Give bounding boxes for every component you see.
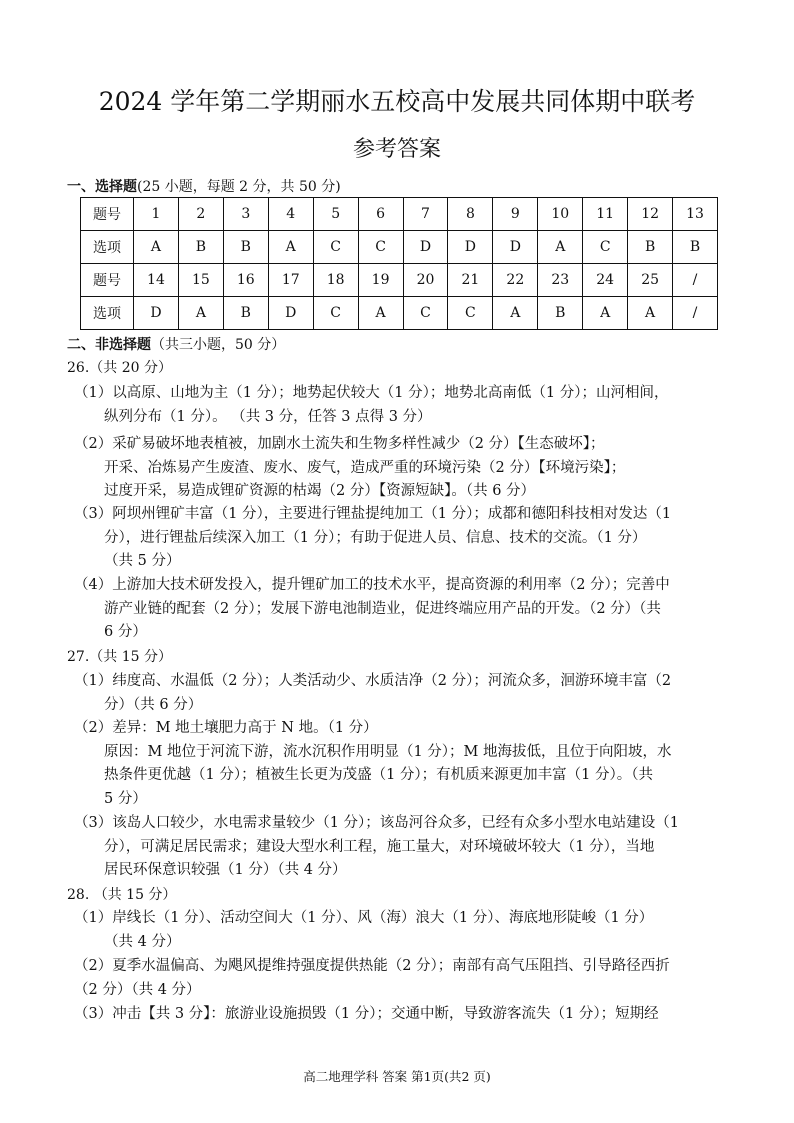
table-cell: D [268,297,313,330]
answer-table [80,197,718,330]
q28-heading: 28. （共 15 分） [67,887,177,903]
row-label: 题号 [81,264,134,297]
table-cell: 18 [313,264,358,297]
q27-part3: （3）该岛人口较少，水电需求量较少（1 分）；该岛河谷众多，已经有众多小型水电站建设（1 分），可满足居民需求；建设大型水利工程，施工量大，对环境破坏较大（1 分），当地 居民环保意识较强（1 分）（共 4 分） [74,815,680,878]
table-cell: B [628,231,673,264]
table-cell: 23 [538,264,583,297]
table-cell: 14 [134,264,179,297]
q28-part2: （2）夏季水温偏高、为飓风提维持强度提供热能（2 分）；南部有高气压阻挡、引导路径西折 （2 分）（共 4 分） [74,958,670,998]
table-cell: B [538,297,583,330]
table-cell: A [583,297,628,330]
table-cell: 8 [448,198,493,231]
table-cell: 12 [628,198,673,231]
table-row [81,231,718,264]
table-cell: 16 [223,264,268,297]
q27-part2: （2）差异：M 地土壤肥力高于 N 地。（1 分） 原因：M 地位于河流下游，流水沉积作用明显（1 分）；M 地海拔低，且位于向阳坡，水 热条件更优越（1 分）；植被生长更为茂盛（1 分）；有机质来源更加丰富（1 分）。（共 5 分） [74,720,672,807]
table-row [81,264,718,297]
q26-part2: （2）采矿易破坏地表植被，加剧水土流失和生物多样性减少（2 分）【生态破坏】； 开采、冶炼易产生废渣、废水、废气，造成严重的环境污染（2 分）【环境污染】； 过度开采，易造成锂矿资源的枯竭（2 分）【资源短缺】。（共 6 分） [74,436,626,499]
table-cell: 24 [583,264,628,297]
page-title: 2024 学年第二学期丽水五校高中发展共同体期中联考 [98,87,696,116]
table-cell: 22 [493,264,538,297]
table-cell: D [493,231,538,264]
section-choice-label: 一、选择题 [67,179,137,195]
table-cell: 5 [313,198,358,231]
table-cell: 25 [628,264,673,297]
table-cell: 15 [178,264,223,297]
row-label: 选项 [81,297,134,330]
table-cell: B [223,231,268,264]
row-label: 题号 [81,198,134,231]
section-open-heading [67,335,285,355]
table-cell: C [313,297,358,330]
table-cell: 21 [448,264,493,297]
table-cell: D [448,231,493,264]
table-cell: A [538,231,583,264]
table-cell: 1 [134,198,179,231]
table-row [81,198,718,231]
row-label: 选项 [81,231,134,264]
table-cell: C [403,297,448,330]
table-row [81,297,718,330]
table-cell: 7 [403,198,448,231]
table-cell: B [223,297,268,330]
q28-part3: （3）冲击【共 3 分】：旅游业设施损毁（1 分）；交通中断，导致游客流失（1 分）；短期经 [74,1006,659,1022]
table-cell: 11 [583,198,628,231]
table-cell: 10 [538,198,583,231]
table-cell: 20 [403,264,448,297]
table-cell: 19 [358,264,403,297]
table-cell: D [134,297,179,330]
table-cell: A [134,231,179,264]
table-cell: B [673,231,718,264]
section-choice-desc: (25 小题，每题 2 分，共 50 分) [137,179,341,195]
table-cell: A [493,297,538,330]
q26-part4: （4）上游加大技术研发投入，提升锂矿加工的技术水平，提高资源的利用率（2 分）；完善中 游产业链的配套（2 分）；发展下游电池制造业，促进终端应用产品的开发。（2 分）（共 6 分） [74,577,670,640]
table-cell: C [313,231,358,264]
table-cell: A [628,297,673,330]
table-cell: / [673,297,718,330]
table-cell: A [268,231,313,264]
table-cell: 9 [493,198,538,231]
table-cell: 2 [178,198,223,231]
q28-part1: （1）岸线长（1 分）、活动空间大（1 分）、风（海）浪大（1 分）、海底地形陡峻（1 分） （共 4 分） [74,910,654,950]
page-footer: 高二地理学科 答案 第1页(共2 页) [303,1069,491,1084]
table-cell: 17 [268,264,313,297]
q26-part3: （3）阿坝州锂矿丰富（1 分），主要进行锂盐提纯加工（1 分）；成都和德阳科技相对发达（1 分），进行锂盐后续深入加工（1 分）；有助于促进人员、信息、技术的交流。（1 分） （共 5 分） [74,506,672,569]
table-cell: 6 [358,198,403,231]
table-cell: C [583,231,628,264]
q26-part1: （1）以高原、山地为主（1 分）；地势起伏较大（1 分）；地势北高南低（1 分）；山河相间， 纵列分布（1 分）。 （共 3 分，任答 3 点得 3 分） [74,385,669,425]
section-choice-heading [67,177,341,197]
section-open-desc: （共三小题，50 分） [151,337,286,353]
table-cell: A [358,297,403,330]
table-cell: 3 [223,198,268,231]
section-open-label: 二、非选择题 [67,337,151,353]
table-cell: / [673,264,718,297]
q26-heading: 26.（共 20 分） [67,360,172,376]
table-cell: 13 [673,198,718,231]
table-cell: C [448,297,493,330]
table-cell: 4 [268,198,313,231]
table-cell: D [403,231,448,264]
page-subtitle: 参考答案 [352,137,441,162]
q27-part1: （1）纬度高、水温低（2 分）；人类活动少、水质洁净（2 分）；河流众多，洄游环境丰富（2 分）（共 6 分） [74,673,672,713]
table-cell: A [178,297,223,330]
q27-heading: 27.（共 15 分） [67,649,172,665]
table-cell: B [178,231,223,264]
table-cell: C [358,231,403,264]
